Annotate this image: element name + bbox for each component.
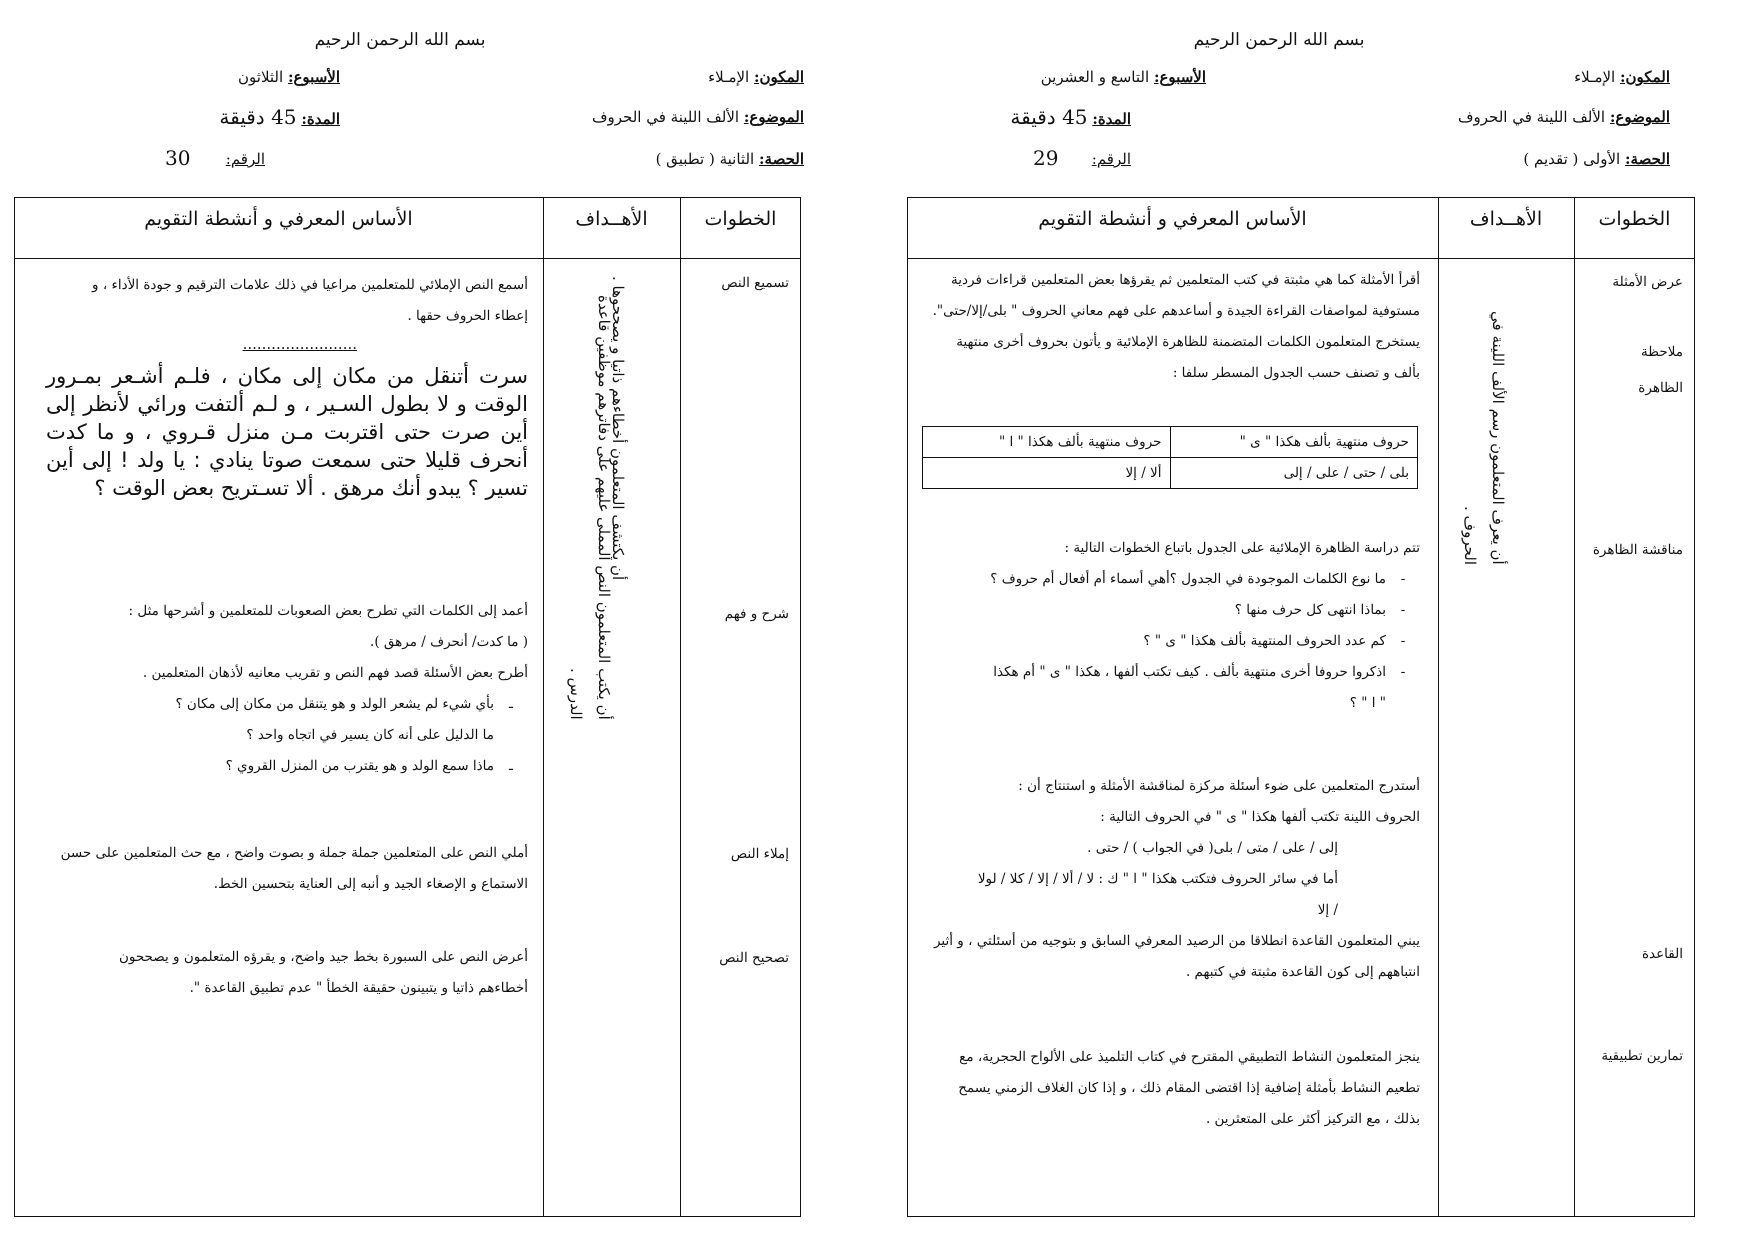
- list-item: ـ ماذا سمع الولد و هو يقترب من المنزل القروي ؟: [225, 758, 513, 774]
- col-steps-header: الخطوات: [704, 208, 777, 230]
- text-line: أطرح بعض الأسئلة قصد فهم النص و تقريب معانيه لأذهان المتعلمين .: [142, 665, 528, 681]
- list-item: - ما نوع الكلمات الموجودة في الجدول ؟أهي أسماء أم أفعال أم حروف ؟: [990, 571, 1406, 587]
- text-line: أعرض النص على السبورة بخط جيد واضح، و يقرؤه المتعلمون و يصححون: [118, 949, 528, 965]
- table-divider: [1438, 197, 1439, 1217]
- table-divider: [680, 197, 681, 1217]
- table-divider: [14, 258, 801, 259]
- step-item: تسميع النص: [721, 275, 789, 291]
- text-line: أخطاءهم ذاتيا و يتبينون حقيقة الخطأ " عدم تطبيق القاعدة ".: [189, 980, 528, 996]
- topic-value: الألف اللينة في الحروف: [591, 108, 740, 126]
- step-item: تمارين تطبيقية: [1601, 1048, 1683, 1064]
- table-cell: حروف منتهية بألف هكذا " ا ": [923, 427, 1171, 458]
- list-item: " ا " ؟: [1349, 695, 1386, 711]
- step-item: مناقشة الظاهرة: [1592, 542, 1683, 558]
- list-item: - بماذا انتهى كل حرف منها ؟: [1234, 602, 1406, 618]
- text-line: انتباههم إلى كون القاعدة مثبتة في كتبهم .: [1185, 964, 1420, 980]
- col-steps-header: الخطوات: [1598, 208, 1671, 230]
- text-line: أستدرج المتعلمين على ضوء أسئلة مركزة لمناقشة الأمثلة و استنتاج أن :: [1018, 778, 1420, 794]
- text-line: أسمع النص الإملائي للمتعلمين مراعيا في ذلك علامات الترقيم و جودة الأداء ، و: [92, 277, 528, 293]
- table-divider: [1574, 197, 1575, 1217]
- content-text: [28, 838, 528, 900]
- duration-field: [219, 105, 340, 129]
- text-line: أعمد إلى الكلمات التي تطرح بعض الصعوبات للمتعلمين و أشرحها مثل :: [128, 603, 528, 619]
- step-item: تصحيح النص: [719, 950, 789, 966]
- session-label: الحصة:: [1624, 150, 1670, 168]
- objective-1: أن يكتب المتعلمون النص المملى عليهم على دفاترهم موظفين قاعدة الدرس .: [567, 295, 613, 720]
- text-line: أما في سائر الحروف فتكتب هكذا " ا " ك : لا / ألا / إلا / كلا / لولا: [977, 871, 1338, 887]
- col-content-header: الأساس المعرفي و أنشطة التقويم: [1038, 208, 1307, 230]
- classification-table: [922, 426, 1418, 489]
- table-divider: [543, 197, 544, 1217]
- table-cell: بلى / حتى / على / إلى: [1170, 458, 1418, 489]
- component-value: الإمـلاء: [1574, 68, 1616, 86]
- text-line: بألف و تصنف حسب الجدول المسطر سلفا :: [1172, 365, 1420, 381]
- text-line: تتم دراسة الظاهرة الإملائية على الجدول باتباع الخطوات التالية :: [1064, 540, 1420, 556]
- session-field: [1523, 150, 1670, 168]
- topic-value: الألف اللينة في الحروف: [1457, 108, 1606, 126]
- session-field: [656, 150, 804, 168]
- list-item: ما الدليل على أنه كان يسير في اتجاه واحد ؟: [246, 727, 494, 743]
- week-label: الأسبوع:: [287, 68, 340, 86]
- duration-label: المدة:: [1092, 110, 1131, 128]
- step-item: القاعدة: [1641, 946, 1683, 962]
- component-value: الإمـلاء: [708, 68, 750, 86]
- text-line: مستوفية لمواصفات القراءة الجيدة و أساعدهم على فهم معاني الحروف " بلى/إلا/حتى".: [932, 303, 1420, 319]
- list-item: - اذكروا حروفا أخرى منتهية بألف . كيف تكتب ألفها ، هكذا " ى " أم هكذا: [993, 664, 1406, 680]
- col-content-header: الأساس المعرفي و أنشطة التقويم: [144, 208, 413, 230]
- basmala: بسم الله الرحمن الرحيم: [314, 30, 486, 50]
- col-objectives-header: الأهــداف: [1469, 208, 1543, 230]
- dictation-passage: سرت أتنقل من مكان إلى مكان ، فلـم أشـعر بمـرور الوقت و لا بطول السـير ، و لـم ألتفت ورائي لأنظر إلى أين صرت حتى اقتربت مـن منزل قـروي ، و ما كدت أنحرف قليلا حتى سمعت صوتا ينادي : يا ولد ! إلى أين تسير ؟ يبدو أنك مرهق . ألا تسـتريح بعض الوقت ؟: [46, 364, 528, 500]
- table-divider: [907, 258, 1695, 259]
- text-line: ينجز المتعلمون النشاط التطبيقي المقترح في كتاب التلميذ على الألواح الحجرية، مع: [959, 1049, 1420, 1065]
- duration-value: 45 دقيقة: [219, 105, 297, 129]
- text-line: بذلك ، مع التركيز أكثر على المتعثرين .: [1205, 1111, 1420, 1127]
- week-field: [1041, 68, 1206, 86]
- text-line: يبني المتعلمون القاعدة انطلاقا من الرصيد المعرفي السابق و بتوجيه من أسئلتي ، و أثير: [933, 933, 1420, 949]
- text-line: إعطاء الحروف حقها .: [407, 308, 528, 324]
- step-item: ملاحظة: [1641, 344, 1683, 360]
- session-label: الحصة:: [758, 150, 804, 168]
- text-line: أقرأ الأمثلة كما هي مثبتة في كتب المتعلمين ثم يقرؤها بعض المتعلمين قراءات فردية: [951, 272, 1420, 288]
- text-line: أملي النص على المتعلمين جملة جملة و بصوت واضح ، مع حث المتعلمين على حسن: [60, 845, 528, 861]
- week-value: التاسع و العشرين: [1040, 68, 1150, 86]
- number-field: [1092, 150, 1131, 168]
- topic-label: الموضوع:: [743, 108, 804, 126]
- duration-label: المدة:: [301, 110, 340, 128]
- text-line: ( ما كدت/ أنحرف / مرهق ).: [370, 634, 528, 650]
- table-cell: ألا / إلا: [923, 458, 1171, 489]
- topic-field: [592, 108, 804, 126]
- session-value: الثانية ( تطبيق ): [655, 150, 755, 168]
- basmala: بسم الله الرحمن الرحيم: [1193, 30, 1365, 50]
- text-line: تطعيم النشاط بأمثلة إضافية إذا اقتضى المقام ذلك ، و إذا كان الغلاف الزمني يسمح: [958, 1080, 1420, 1096]
- step-item: إملاء النص: [730, 846, 789, 862]
- table-cell: حروف منتهية بألف هكذا " ى ": [1170, 427, 1418, 458]
- component-label: المكون:: [754, 68, 804, 86]
- text-line: إلى / على / متى / بلى( في الجواب ) / حتى .: [1087, 840, 1338, 856]
- step-item: شرح و فهم: [724, 606, 789, 622]
- number-label: الرقم:: [225, 150, 265, 168]
- content-text: [28, 270, 528, 332]
- week-value: الثلاثون: [238, 68, 284, 86]
- number-value: 30: [165, 146, 191, 170]
- content-text: [905, 771, 1420, 988]
- component-field: [708, 68, 804, 86]
- list-item: ـ بأي شيء لم يشعر الولد و هو يتنقل من مكان إلى مكان ؟: [175, 696, 513, 712]
- session-value: الأولى ( تقديم ): [1523, 150, 1621, 168]
- component-label: المكون:: [1620, 68, 1670, 86]
- number-label: الرقم:: [1091, 150, 1131, 168]
- duration-value: 45 دقيقة: [1010, 105, 1088, 129]
- week-label: الأسبوع:: [1153, 68, 1206, 86]
- week-field: [238, 68, 340, 86]
- text-line: الحروف اللينة تكتب ألفها هكذا " ى " في الحروف التالية :: [1100, 809, 1420, 825]
- content-text: [905, 1042, 1420, 1135]
- text-line: يستخرج المتعلمون الكلمات المتضمنة للظاهرة الإملائية و يأتون بحروف أخرى منتهية: [956, 334, 1420, 350]
- topic-field: [1458, 108, 1670, 126]
- list-item: - كم عدد الحروف المنتهية بألف هكذا " ى " ؟: [1143, 633, 1406, 649]
- number-value: 29: [1033, 146, 1059, 170]
- duration-field: [1010, 105, 1131, 129]
- content-text: [28, 596, 528, 782]
- objective-2: أن يكتشف المتعلمون أخطاءهم ذاتيا و يصححوها .: [609, 275, 627, 580]
- objective: أن يعرف المتعلمون رسم الألف اللينة في الحروف .: [1461, 311, 1507, 565]
- text-line: الاستماع و الإصغاء الجيد و أنبه إلى العناية بتحسين الخط.: [213, 876, 528, 892]
- dotted-title: ........................: [242, 335, 357, 353]
- step-item: الظاهرة: [1638, 380, 1683, 396]
- step-item: عرض الأمثلة: [1612, 274, 1683, 290]
- content-text: [905, 265, 1420, 389]
- component-field: [1574, 68, 1670, 86]
- number-field: [226, 150, 265, 168]
- topic-label: الموضوع:: [1609, 108, 1670, 126]
- content-text: [28, 942, 528, 1004]
- col-objectives-header: الأهــداف: [575, 208, 648, 230]
- content-text: [905, 533, 1420, 719]
- text-line: / إلا: [1317, 902, 1338, 918]
